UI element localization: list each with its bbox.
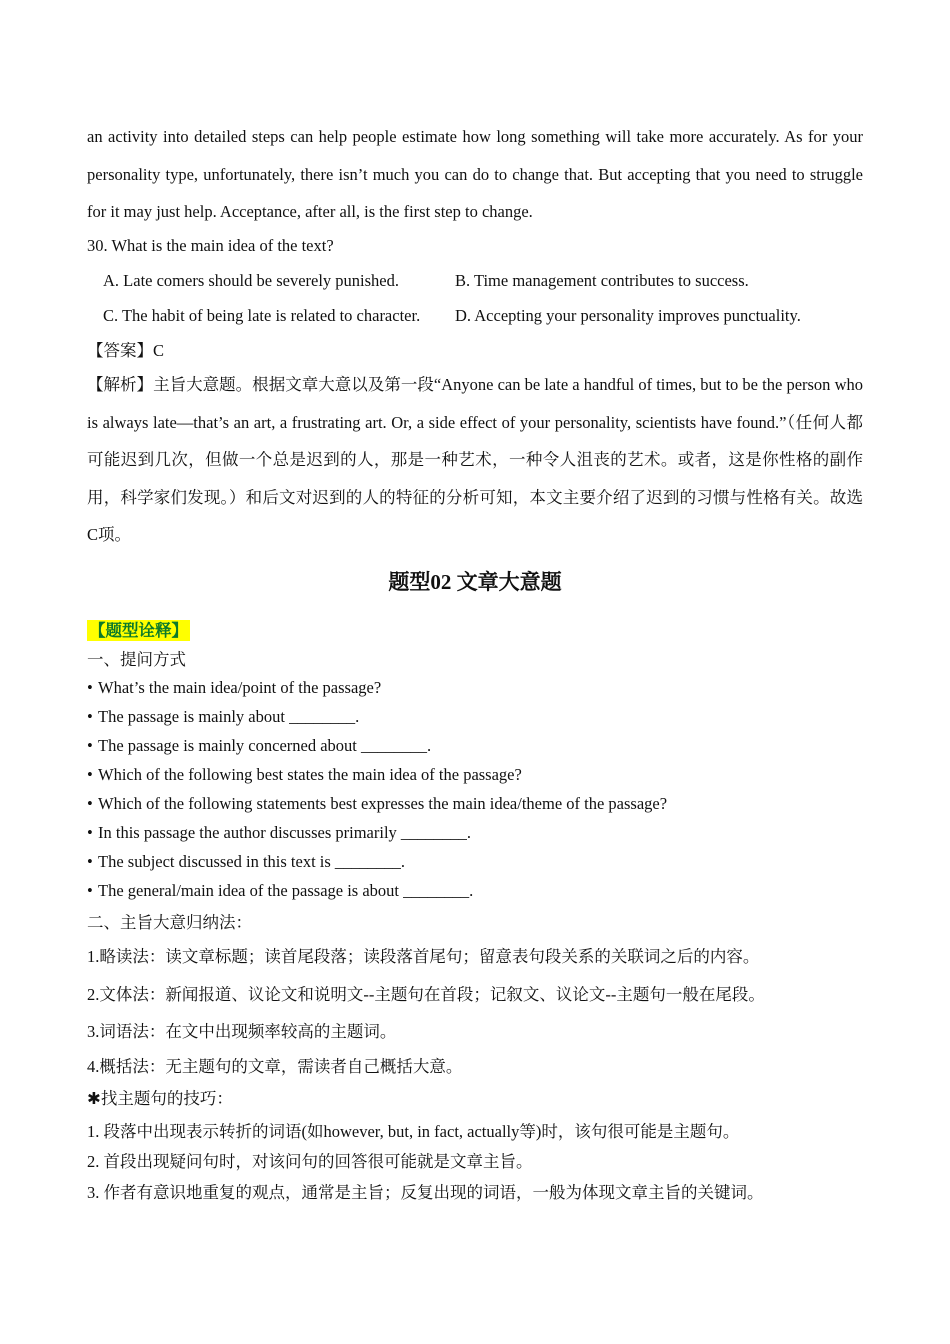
section-title: 题型02 文章大意题 <box>388 570 562 594</box>
method-item: 2.文体法：新闻报道、议论文和说明文--主题句在首段；记叙文、议论文--主题句一般在尾段。 <box>87 985 765 1004</box>
bullet-item: • The passage is mainly concerned about ________. <box>87 736 432 755</box>
bullet-item: • In this passage the author discusses primarily ________. <box>87 823 472 842</box>
passage-paragraph: an activity into detailed steps can help people estimate how long something will take more accurately. As for your personality type, unfortunately, there isn’t much you can do to change that. But accepting that you need to struggle for it may just help. Acceptance, after all, is the first step to change. <box>87 127 863 221</box>
option-d: D. Accepting your personality improves punctuality. <box>455 306 801 325</box>
bullet-item: • Which of the following statements best expresses the main idea/theme of the passage? <box>87 794 668 813</box>
bullet-icon: • <box>87 678 93 697</box>
tag-highlight: 【题型诠释】 <box>89 621 188 640</box>
tip-item: 1. 段落中出现表示转折的词语(如however, but, in fact, actually等)时，该句很可能是主题句。 <box>87 1122 740 1141</box>
part2-heading: 二、主旨大意归纳法： <box>87 913 252 932</box>
bullet-item: • The passage is mainly about ________. <box>87 707 360 726</box>
analysis-paragraph: 【解析】主旨大意题。根据文章大意以及第一段“Anyone can be late a handful of times, but to be the person who is always late—that’s an art, a frustrating art. Or, a side effect of your personality, scientists have found.”（任何人都可能迟到几次，但做一个总是迟到的人，那是一种艺术，一种令人沮丧的艺术。或者，这是你性格的副作用，科学家们发现。）和后文对迟到的人的特征的分析可知，本文主要介绍了迟到的习惯与性格有关。故选C项。 <box>87 375 863 544</box>
bullet-icon: • <box>87 765 93 784</box>
question-stem: 30. What is the main idea of the text? <box>87 236 334 255</box>
bullet-item: • The subject discussed in this text is ________. <box>87 852 406 871</box>
answer-line: 【答案】C <box>87 341 165 360</box>
part1-heading: 一、提问方式 <box>87 650 186 669</box>
bullet-icon: • <box>87 794 93 813</box>
method-item: 4.概括法：无主题句的文章，需读者自己概括大意。 <box>87 1057 463 1076</box>
option-b: B. Time management contributes to success. <box>455 271 749 290</box>
method-item: 1.略读法：读文章标题；读首尾段落；读段落首尾句；留意表句段关系的关联词之后的内容。 <box>87 947 760 966</box>
tip-item: 2. 首段出现疑问句时，对该问句的回答很可能就是文章主旨。 <box>87 1152 533 1171</box>
bullet-item: • Which of the following best states the main idea of the passage? <box>87 765 522 784</box>
tips-heading: ✱找主题句的技巧： <box>87 1089 233 1108</box>
option-a: A. Late comers should be severely punished. <box>103 271 400 290</box>
bullet-item: • The general/main idea of the passage is about ________. <box>87 881 474 900</box>
section-tag <box>87 620 190 642</box>
bullet-icon: • <box>87 823 93 842</box>
bullet-icon: • <box>87 736 93 755</box>
bullet-item: • What’s the main idea/point of the passage? <box>87 678 382 697</box>
bullet-icon: • <box>87 852 93 871</box>
tip-item: 3. 作者有意识地重复的观点，通常是主旨；反复出现的词语，一般为体现文章主旨的关键词。 <box>87 1183 764 1202</box>
bullet-icon: • <box>87 707 93 726</box>
method-item: 3.词语法：在文中出现频率较高的主题词。 <box>87 1022 397 1041</box>
option-c: C. The habit of being late is related to character. <box>103 306 421 325</box>
bullet-icon: • <box>87 881 93 900</box>
